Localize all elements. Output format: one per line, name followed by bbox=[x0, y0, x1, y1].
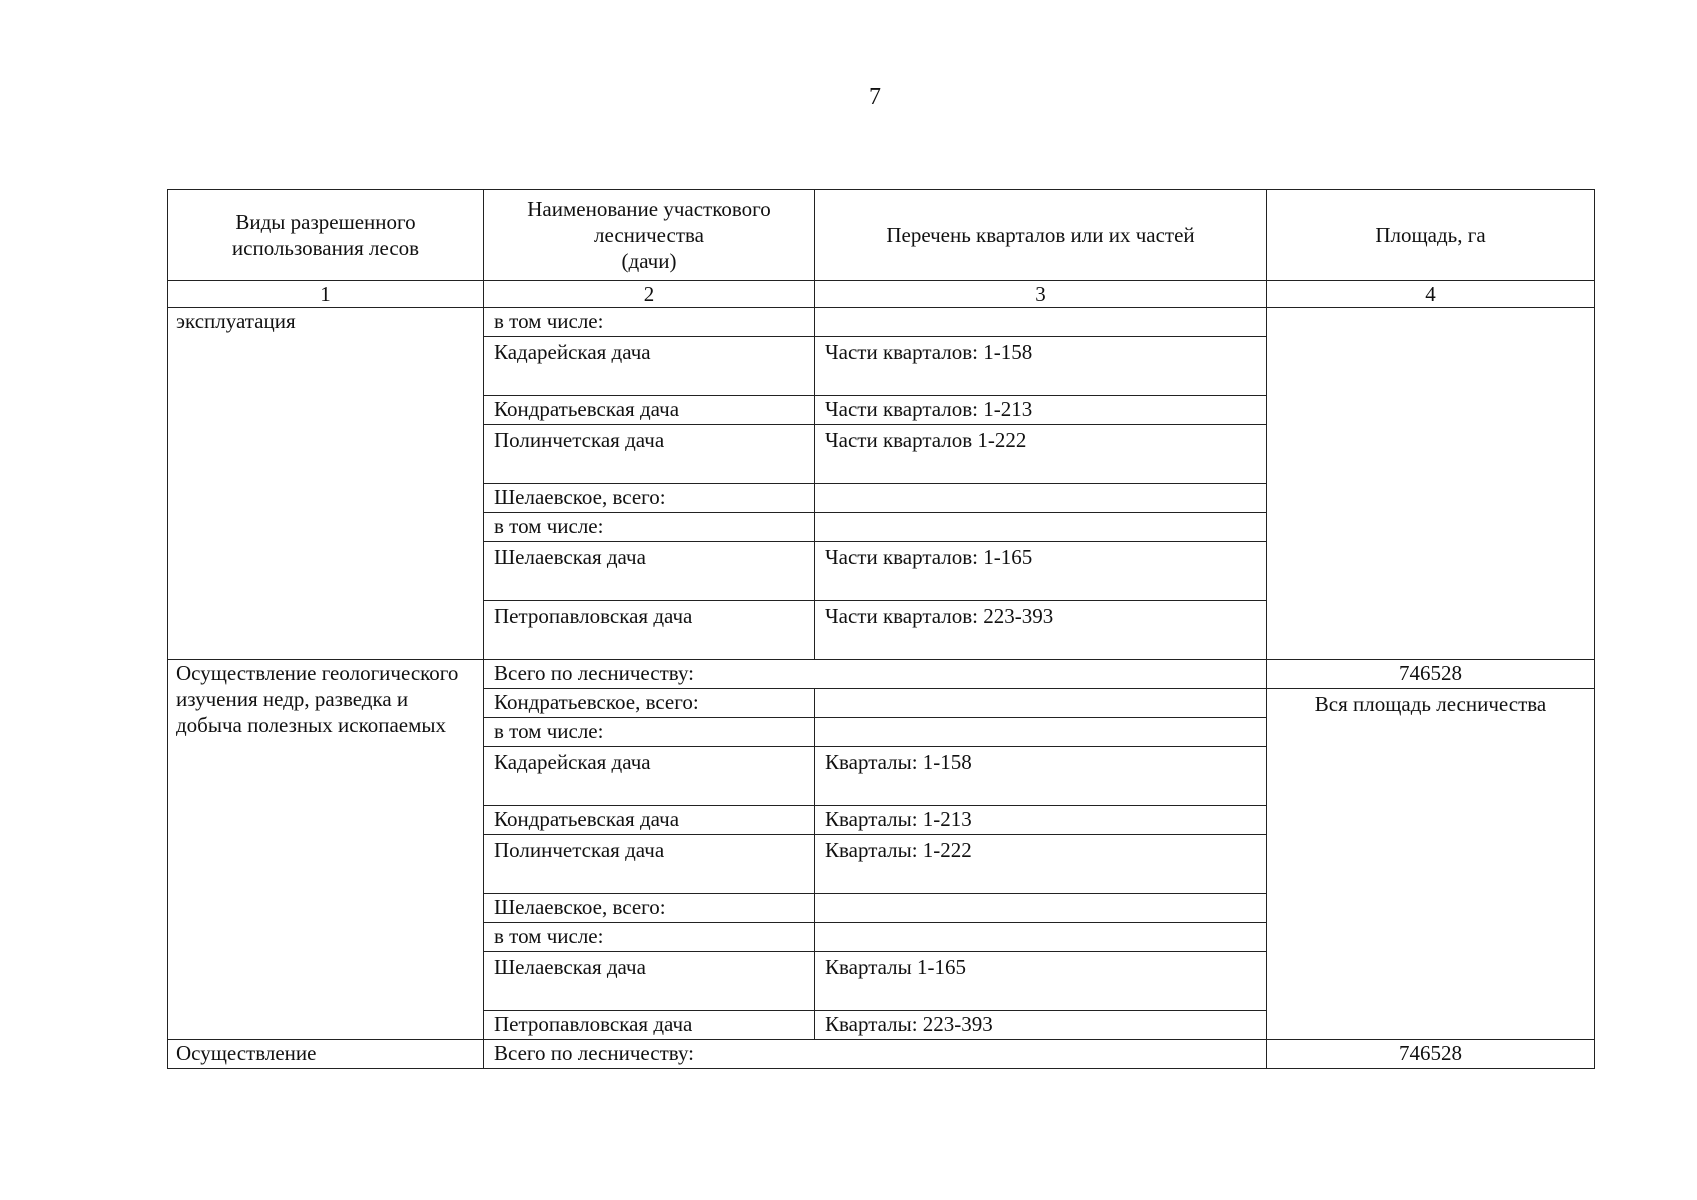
column-number: 4 bbox=[1267, 281, 1595, 308]
forestry-name-cell: Кондратьевская дача bbox=[484, 806, 815, 835]
forestry-name-cell: в том числе: bbox=[484, 923, 815, 952]
quarters-cell bbox=[815, 894, 1267, 923]
header-forestry-name: Наименование участкового лесничества (дачи) bbox=[484, 190, 815, 281]
quarters-cell bbox=[815, 923, 1267, 952]
header-row bbox=[168, 190, 1595, 281]
table-row bbox=[168, 308, 1595, 337]
area-note-cell: Вся площадь лесничества bbox=[1267, 689, 1595, 1040]
forestry-name-cell: Кадарейская дача bbox=[484, 747, 815, 806]
header-quarters: Перечень кварталов или их частей bbox=[815, 190, 1267, 281]
quarters-cell: Кварталы 1-165 bbox=[815, 952, 1267, 1011]
forest-use-table bbox=[167, 189, 1595, 1069]
total-label-cell: Всего по лесничеству: bbox=[484, 1040, 1267, 1069]
column-number: 1 bbox=[168, 281, 484, 308]
forestry-name-cell: Шелаевская дача bbox=[484, 952, 815, 1011]
forestry-name-cell: Шелаевское, всего: bbox=[484, 484, 815, 513]
forestry-name-cell: Шелаевская дача bbox=[484, 542, 815, 601]
quarters-cell: Части кварталов 1-222 bbox=[815, 425, 1267, 484]
forestry-name-cell: Полинчетская дача bbox=[484, 835, 815, 894]
forestry-name-cell: Петропавловская дача bbox=[484, 601, 815, 660]
total-area-cell: 746528 bbox=[1267, 660, 1595, 689]
forestry-name-cell: в том числе: bbox=[484, 308, 815, 337]
forestry-name-cell: Кадарейская дача bbox=[484, 337, 815, 396]
header-use-type: Виды разрешенного использования лесов bbox=[168, 190, 484, 281]
total-row bbox=[168, 1040, 1595, 1069]
quarters-cell: Кварталы: 1-213 bbox=[815, 806, 1267, 835]
forestry-name-cell: Полинчетская дача bbox=[484, 425, 815, 484]
quarters-cell bbox=[815, 689, 1267, 718]
quarters-cell: Части кварталов: 1-158 bbox=[815, 337, 1267, 396]
area-cell bbox=[1267, 308, 1595, 660]
quarters-cell bbox=[815, 718, 1267, 747]
quarters-cell: Кварталы: 223-393 bbox=[815, 1011, 1267, 1040]
column-number-row bbox=[168, 281, 1595, 308]
quarters-cell bbox=[815, 484, 1267, 513]
header-area: Площадь, га bbox=[1267, 190, 1595, 281]
quarters-cell: Кварталы: 1-222 bbox=[815, 835, 1267, 894]
forestry-name-cell: Шелаевское, всего: bbox=[484, 894, 815, 923]
quarters-cell: Кварталы: 1-158 bbox=[815, 747, 1267, 806]
total-area-cell: 746528 bbox=[1267, 1040, 1595, 1069]
quarters-cell: Части кварталов: 1-213 bbox=[815, 396, 1267, 425]
quarters-cell bbox=[815, 513, 1267, 542]
page-number: 7 bbox=[869, 84, 881, 110]
forestry-name-cell: в том числе: bbox=[484, 718, 815, 747]
use-type-cell: Осуществление bbox=[168, 1040, 484, 1069]
quarters-cell: Части кварталов: 223-393 bbox=[815, 601, 1267, 660]
forestry-name-cell: Кондратьевская дача bbox=[484, 396, 815, 425]
total-row bbox=[168, 660, 1595, 689]
forestry-name-cell: Кондратьевское, всего: bbox=[484, 689, 815, 718]
use-type-cell: эксплуатация bbox=[168, 308, 484, 660]
forestry-name-cell: Петропавловская дача bbox=[484, 1011, 815, 1040]
quarters-cell bbox=[815, 308, 1267, 337]
total-label-cell: Всего по лесничеству: bbox=[484, 660, 1267, 689]
column-number: 3 bbox=[815, 281, 1267, 308]
column-number: 2 bbox=[484, 281, 815, 308]
forestry-name-cell: в том числе: bbox=[484, 513, 815, 542]
quarters-cell: Части кварталов: 1-165 bbox=[815, 542, 1267, 601]
use-type-cell: Осуществление геологического изучения недр, разведка и добыча полезных ископаемых bbox=[168, 660, 484, 1040]
